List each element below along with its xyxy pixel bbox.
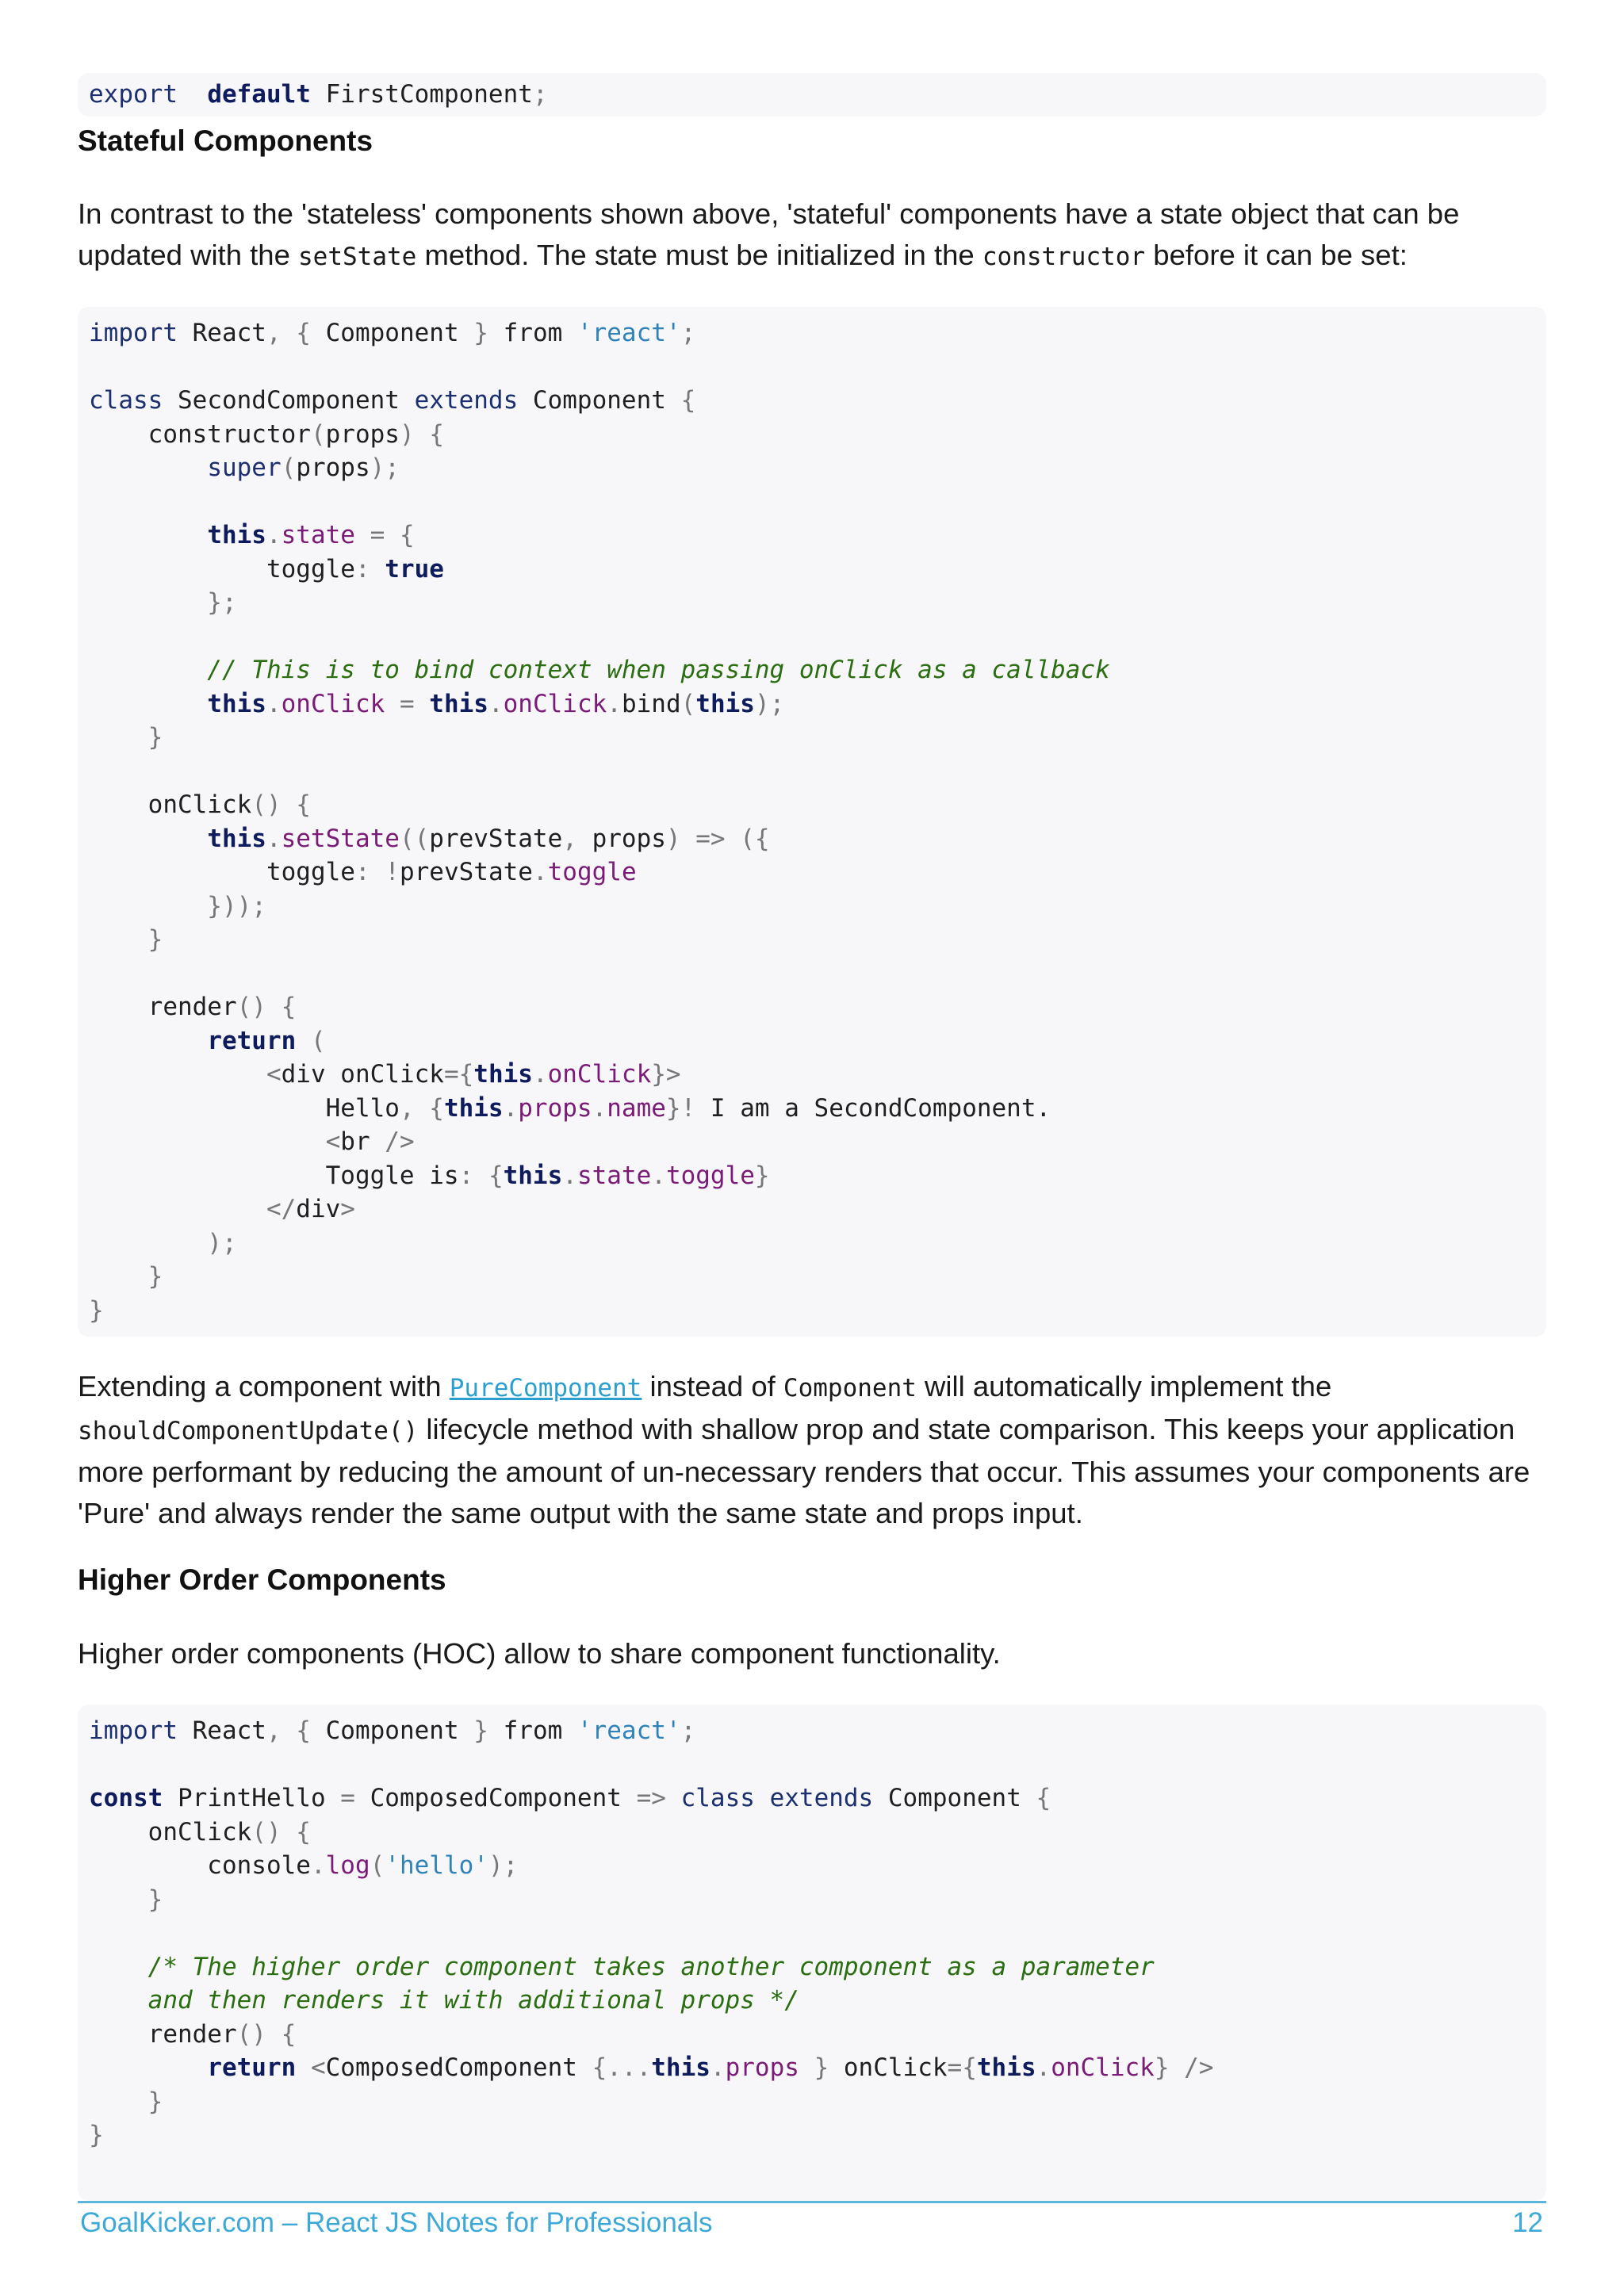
code-line: ); bbox=[89, 1228, 237, 1257]
code-line: Hello, {this.props.name}! I am a SecondComponent. bbox=[89, 1093, 1051, 1123]
code-line: toggle: !prevState.toggle bbox=[89, 858, 637, 886]
code-line: export default FirstComponent; bbox=[89, 80, 548, 109]
code-line: </div> bbox=[89, 1195, 355, 1223]
code-line: } bbox=[89, 2087, 163, 2116]
footer-divider bbox=[78, 2201, 1546, 2203]
inline-code-shouldcomponentupdate: shouldComponentUpdate() bbox=[78, 1417, 419, 1445]
inline-code-component: Component bbox=[783, 1374, 917, 1402]
code-line: } bbox=[89, 925, 163, 954]
paragraph-stateful bbox=[78, 193, 1546, 277]
code-line bbox=[89, 485, 1535, 519]
text: will automatically implement the bbox=[916, 1370, 1332, 1402]
purecomponent-link[interactable]: PureComponent bbox=[449, 1374, 642, 1402]
code-line: <br /> bbox=[89, 1127, 415, 1156]
heading-stateful-components: Stateful Components bbox=[78, 124, 373, 157]
code-line: <div onClick={this.onClick}> bbox=[89, 1060, 681, 1089]
code-line bbox=[89, 620, 1535, 654]
code-line: } bbox=[89, 1885, 163, 1914]
code-line: return ( bbox=[207, 1026, 326, 1055]
code-line: constructor(props) { bbox=[89, 419, 444, 449]
text: method. The state must be initialized in the bbox=[416, 239, 982, 271]
text: lifecycle method with shallow prop and state comparison. This keeps your application more performant by reducing the amount of un-necessary renders that occur. This assumes your components are 'Pure' and always render the same output with the same state and props input. bbox=[78, 1413, 1530, 1529]
code-line: super(props); bbox=[207, 453, 400, 482]
footer-title: GoalKicker.com – React JS Notes for Professionals bbox=[80, 2207, 713, 2238]
heading-higher-order-components: Higher Order Components bbox=[78, 1563, 446, 1596]
code-line: onClick() { bbox=[89, 790, 311, 819]
text: In contrast to the 'stateless' components shown above, 'stateful' components have a state object that can be updated with the bbox=[78, 197, 1460, 271]
code-line: and then renders it with additional props */ bbox=[89, 1986, 799, 2015]
code-line bbox=[89, 1748, 1535, 1782]
code-block-top bbox=[78, 73, 1546, 117]
inline-code-constructor: constructor bbox=[982, 243, 1146, 271]
paragraph-pure-component bbox=[78, 1366, 1546, 1534]
code-line: } bbox=[89, 1262, 163, 1291]
page-footer bbox=[80, 2207, 1543, 2239]
code-line: import React, { Component } from 'react'; bbox=[89, 319, 696, 347]
code-line: render() { bbox=[89, 993, 297, 1021]
code-line: } bbox=[89, 2121, 104, 2149]
code-line: this.onClick = this.onClick.bind(this); bbox=[207, 689, 785, 718]
text: Extending a component with bbox=[78, 1370, 450, 1402]
code-line: }; bbox=[89, 588, 237, 617]
code-line: class SecondComponent extends Component { bbox=[89, 386, 696, 415]
code-line: onClick() { bbox=[89, 1817, 311, 1846]
code-line bbox=[89, 957, 1535, 991]
code-line: this.setState((prevState, props) => ({ bbox=[207, 824, 770, 853]
code-line: toggle: true bbox=[89, 554, 444, 584]
code-line bbox=[89, 350, 1535, 385]
code-line: import React, { Component } from 'react'; bbox=[89, 1716, 696, 1745]
text: instead of bbox=[642, 1370, 783, 1402]
text: before it can be set: bbox=[1145, 239, 1408, 271]
code-block-second-component bbox=[78, 307, 1546, 1337]
code-line: } bbox=[89, 723, 163, 752]
code-block-hoc bbox=[78, 1705, 1546, 2201]
code-line: return <ComposedComponent {...this.props } onClick={this.onClick} /> bbox=[207, 2053, 1214, 2082]
code-line: })); bbox=[89, 891, 266, 920]
code-line: const PrintHello = ComposedComponent => class extends Component { bbox=[89, 1784, 1051, 1812]
code-line: Toggle is: {this.state.toggle} bbox=[89, 1161, 770, 1190]
paragraph-hoc: Higher order components (HOC) allow to share component functionality. bbox=[78, 1637, 1001, 1670]
code-line bbox=[89, 1916, 1535, 1950]
code-line: /* The higher order component takes another component as a parameter bbox=[89, 1952, 1155, 1981]
code-line: } bbox=[89, 1295, 104, 1325]
inline-code-setstate: setState bbox=[298, 243, 417, 271]
code-line bbox=[89, 755, 1535, 789]
code-line: console.log('hello'); bbox=[89, 1851, 519, 1880]
page-number: 12 bbox=[1512, 2207, 1543, 2238]
code-line: this.state = { bbox=[207, 521, 415, 549]
code-line: // This is to bind context when passing onClick as a callback bbox=[89, 656, 1110, 684]
code-line: render() { bbox=[89, 2019, 297, 2049]
